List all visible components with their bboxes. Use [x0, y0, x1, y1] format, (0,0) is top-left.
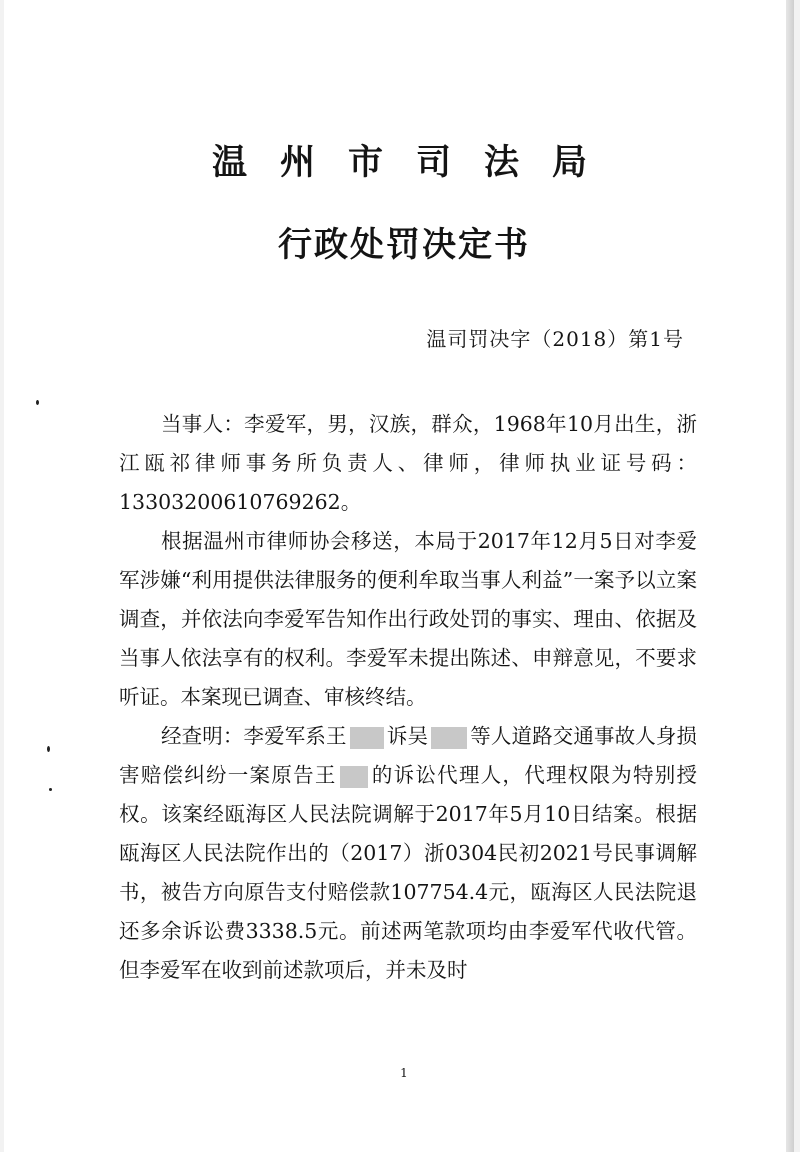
facts-text-1: 经查明：李爱军系王 — [161, 724, 347, 748]
issuer-title: 温州市司法局 — [211, 143, 620, 183]
party-paragraph: 当事人：李爱军，男，汉族，群众，1968年10月出生，浙江瓯祁律师事务所负责人、律师，律师执业证号码：13303200610769262。 — [119, 412, 697, 514]
scan-speck — [47, 746, 50, 752]
scan-speck — [49, 788, 52, 791]
redaction-box — [350, 727, 384, 749]
page-number: 1 — [400, 1066, 408, 1080]
document-body — [119, 405, 697, 990]
redaction-box — [340, 766, 368, 788]
document-page — [4, 0, 794, 1152]
document-type-title: 行政处罚决定书 — [278, 225, 530, 265]
document-number: 温司罚决字（2018）第1号 — [426, 327, 684, 351]
facts-text-2: 诉吴 — [386, 724, 429, 748]
facts-text-3: 等人道路交通事故人身损害赔偿纠纷一案原告王 — [119, 724, 698, 787]
facts-paragraph — [119, 717, 697, 990]
procedure-paragraph: 根据温州市律师协会移送，本局于2017年12月5日对李爱军涉嫌“利用提供法律服务的便利牟取当事人利益”一案予以立案调查，并依法向李爱军告知作出行政处罚的事实、理由、依据及当事人依法享有的权利。李爱军未提出陈述、申辩意见，不要求听证。本案现已调查、审核终结。 — [119, 529, 697, 709]
redaction-box — [431, 727, 467, 749]
facts-text-4: 的诉讼代理人，代理权限为特别授权。该案经瓯海区人民法院调解于2017年5月10日结案。根据瓯海区人民法院作出的（2017）浙0304民初2021号民事调解书，被告方向原告支付赔偿款107754.4元，瓯海区人民法院退还多余诉讼费3338.5元。前述两笔款项均由李爱军代收代管。但李爱军在收到前述款项后，并未及时 — [119, 763, 698, 982]
scan-speck — [36, 400, 39, 405]
